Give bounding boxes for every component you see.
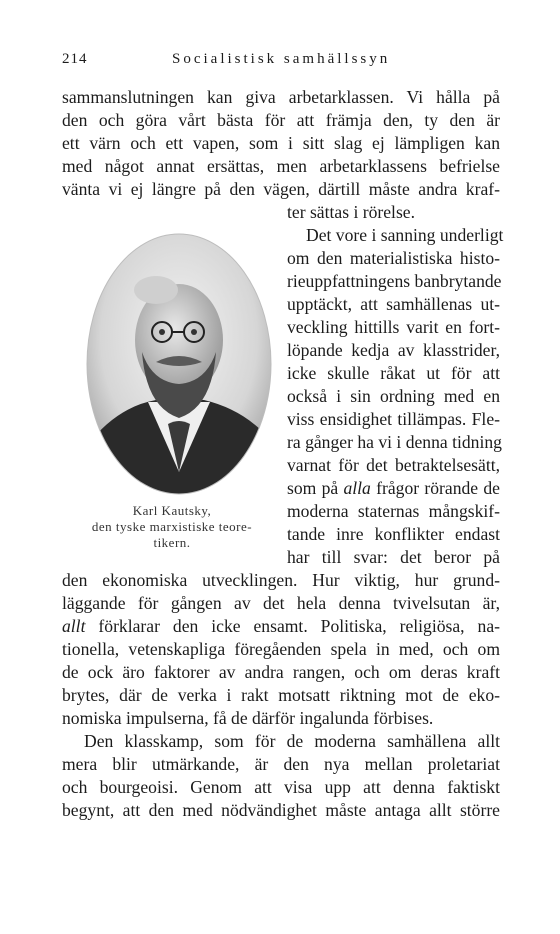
text-line: ter sättas i rörelse. [287,202,415,222]
photo-caption-desc: den tyske marxistiske teore- [91,519,253,534]
emphasis-allt: allt [62,616,86,636]
text-run: som på [287,478,344,498]
text-line: moderna staternas mångskif- [287,501,500,521]
emphasis-alla: alla [343,478,371,498]
photo-caption-name: Karl Kautsky, [132,503,212,518]
text-line: ra gånger ha vi i denna tidning [287,432,502,452]
text-line [62,615,500,638]
text-line: brytes, där de verka i rakt motsatt riktning mot de eko- [62,685,500,705]
text-line: om den materialistiska histo- [287,248,500,268]
text-line: med något annat ersättas, men arbetarklassens befrielse [62,156,500,176]
text-run: förklarar den icke ensamt. Politiska, religiösa, na- [85,616,500,636]
text-line: begynt, att den med nödvändighet måste antaga allt större [62,800,500,820]
text-line: den och göra vårt bästa för att främja den, ty den är [62,110,500,130]
portrait-photo [86,232,272,496]
text-run: frågor rörande de [370,478,500,498]
text-line: har till svar: det beror på [287,547,500,567]
running-title: Socialistisk samhällssyn [172,51,391,67]
text-line: Det vore i sanning underligt [306,225,504,245]
text-line: viss ensidighet tillämpas. Fle- [287,409,500,429]
text-line: nomiska impulserna, få de därför ingalunda förbises. [62,708,434,728]
text-line: varnat för det betraktelsesätt, [287,455,500,475]
text-line: mera blir utmärkande, är den nya mellan proletariat [62,754,500,774]
text-line: veckling hittills varit en fort- [287,317,500,337]
text-line [287,477,500,500]
text-line: vänta vi ej längre på den vägen, därtill måste andra kraf- [62,179,500,199]
text-line: och bourgeoisi. Genom att visa upp att denna faktiskt [62,777,500,797]
text-line: tionella, vetenskapliga föregåenden spela in med, och om [62,639,500,659]
text-line: också i sin ordning med en [287,386,500,406]
text-line: de ock äro faktorer av andra rangen, och om deras kraft [62,662,500,682]
text-line: den ekonomiska utvecklingen. Hur viktig, hur grund- [62,570,500,590]
page-number: 214 [62,51,88,67]
photo-caption-desc: tikern. [153,535,191,550]
text-line: upptäckt, att samhällenas ut- [287,294,500,314]
text-line: Den klasskamp, som för de moderna samhällena allt [84,731,500,751]
text-line: läggande för gången av det hela denna tvivelsutan är, [62,593,500,613]
portrait-image [86,232,272,496]
text-line: tande inre konflikter endast [287,524,500,544]
text-line: rieuppfattningens banbrytande [287,271,502,291]
text-line: ett värn och ett vapen, som i sitt slag ej lämpligen kan [62,133,500,153]
text-line: icke skulle råkat ut för att [287,363,500,383]
page-header [62,51,502,73]
text-line: sammanslutningen kan giva arbetarklassen. Vi hålla på [62,87,500,107]
text-line: löpande kedja av klasstrider, [287,340,500,360]
